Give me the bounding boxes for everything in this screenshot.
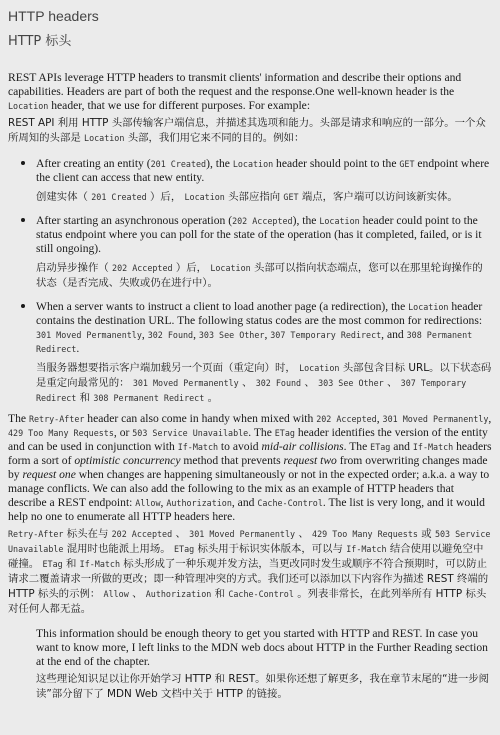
intro-paragraph-en: REST APIs leverage HTTP headers to transmit clients' information and describe their options and capabilities. Headers are part of both the request and the response.One well-known header is the Location header, that we use for different purposes. For example: <box>8 71 462 112</box>
intro-paragraph-zh: REST API 利用 HTTP 头部传输客户端信息，并描述其选项和能力。头部是请求和响应的一部分。一个众所周知的头部是 Location 头部，我们用它来不同的目的。例如： <box>8 117 486 144</box>
list-item <box>36 154 492 205</box>
list-item <box>36 211 492 291</box>
note-en: This information should be enough theory to get you started with HTTP and REST. In case you want to know more, I left links to the MDN web docs about HTTP in the Further Reading section at the end of the chapter. <box>36 627 488 668</box>
info-note <box>36 627 492 702</box>
bullet-zh: 启动异步操作（ 202 Accepted ）后， Location 头部可以指向状态端点，您可以在那里轮询操作的状态（是否完成、失败或仍在进行中）。 <box>36 262 483 289</box>
bullet-zh: 创建实体（ 201 Created ）后， Location 头部应指向 GET 端点，客户端可以访问该新实体。 <box>36 191 458 203</box>
bullet-en: • After starting an asynchronous operation (202 Accepted), the Location header could point to the status endpoint where you can poll for the state of the operation (has it completed, failed, or is it still ongoing). <box>36 214 482 255</box>
bullet-en: • When a server wants to instruct a client to load another page (a redirection), the Location header contains the destination URL. The following status codes are the most common for redirections: 301 Moved Permanently, 302 Found, 303 See Other, 307 Temporary Redirect, and 308 Permanent Redirect. <box>36 300 483 355</box>
section-heading-zh: HTTP 标头 <box>8 34 72 49</box>
section-heading-en: HTTP headers <box>8 8 99 24</box>
bullet-zh: 当服务器想要指示客户端加载另一个页面（重定向）时， Location 头部包含目标 URL。以下状态码是重定向最常见的： 301 Moved Permanently 、 302 Found 、 303 See Other 、 307 Temporary Redirect 和 308 Permanent Redirect 。 <box>36 362 492 404</box>
retry-paragraph-en: The Retry-After header can also come in handy when mixed with 202 Accepted, 301 Moved Permanently, 429 Too Many Requests, or 503 Service Unavailable. The ETag header identifies the version of the entity and can be used in conjunction with If-Match to avoid mid-air collisions. The ETag and If-Match headers form a sort of optimistic concurrency method that prevents request two from overwriting changes made by request one when changes are happening simultaneously or not in the expected order; a.k.a. a way to manage conflicts. We can also add the following to the mix as an example of HTTP headers that describe a REST endpoint: Allow, Authorization, and Cache-Control. The list is very long, and it would help no one to enumerate all HTTP headers here. <box>8 412 492 523</box>
list-item <box>36 297 492 406</box>
bullet-en: • After creating an entity (201 Created), the Location header should point to the GET endpoint where the client can access that new entity. <box>36 157 490 184</box>
note-zh: 这些理论知识足以让你开始学习 HTTP 和 REST。如果你还想了解更多，我在章节末尾的“进一步阅读”部分留下了 MDN Web 文档中关于 HTTP 的链接。 <box>36 673 490 700</box>
retry-paragraph-zh: Retry-After 标头在与 202 Accepted 、 301 Moved Permanently 、 429 Too Many Requests 或 503 Service Unavailable 混用时也能派上用场。 ETag 标头用于标识实体版本，可以与 If-Match 结合使用以避免空中碰撞。 ETag 和 If-Match 标头形成了一种乐观并发方法，当更改同时发生或顺序不符合预期时，可以防止请求二覆盖请求一所做的更改；即一种管理冲突的方式。我们还可以添加以下内容作为描述 REST 终端的 HTTP 标头的示例： Allow 、 Authorization 和 Cache-Control 。列表非常长，在此列举所有 HTTP 标头对任何人都无益。 <box>8 528 491 615</box>
examples-list <box>8 154 492 406</box>
